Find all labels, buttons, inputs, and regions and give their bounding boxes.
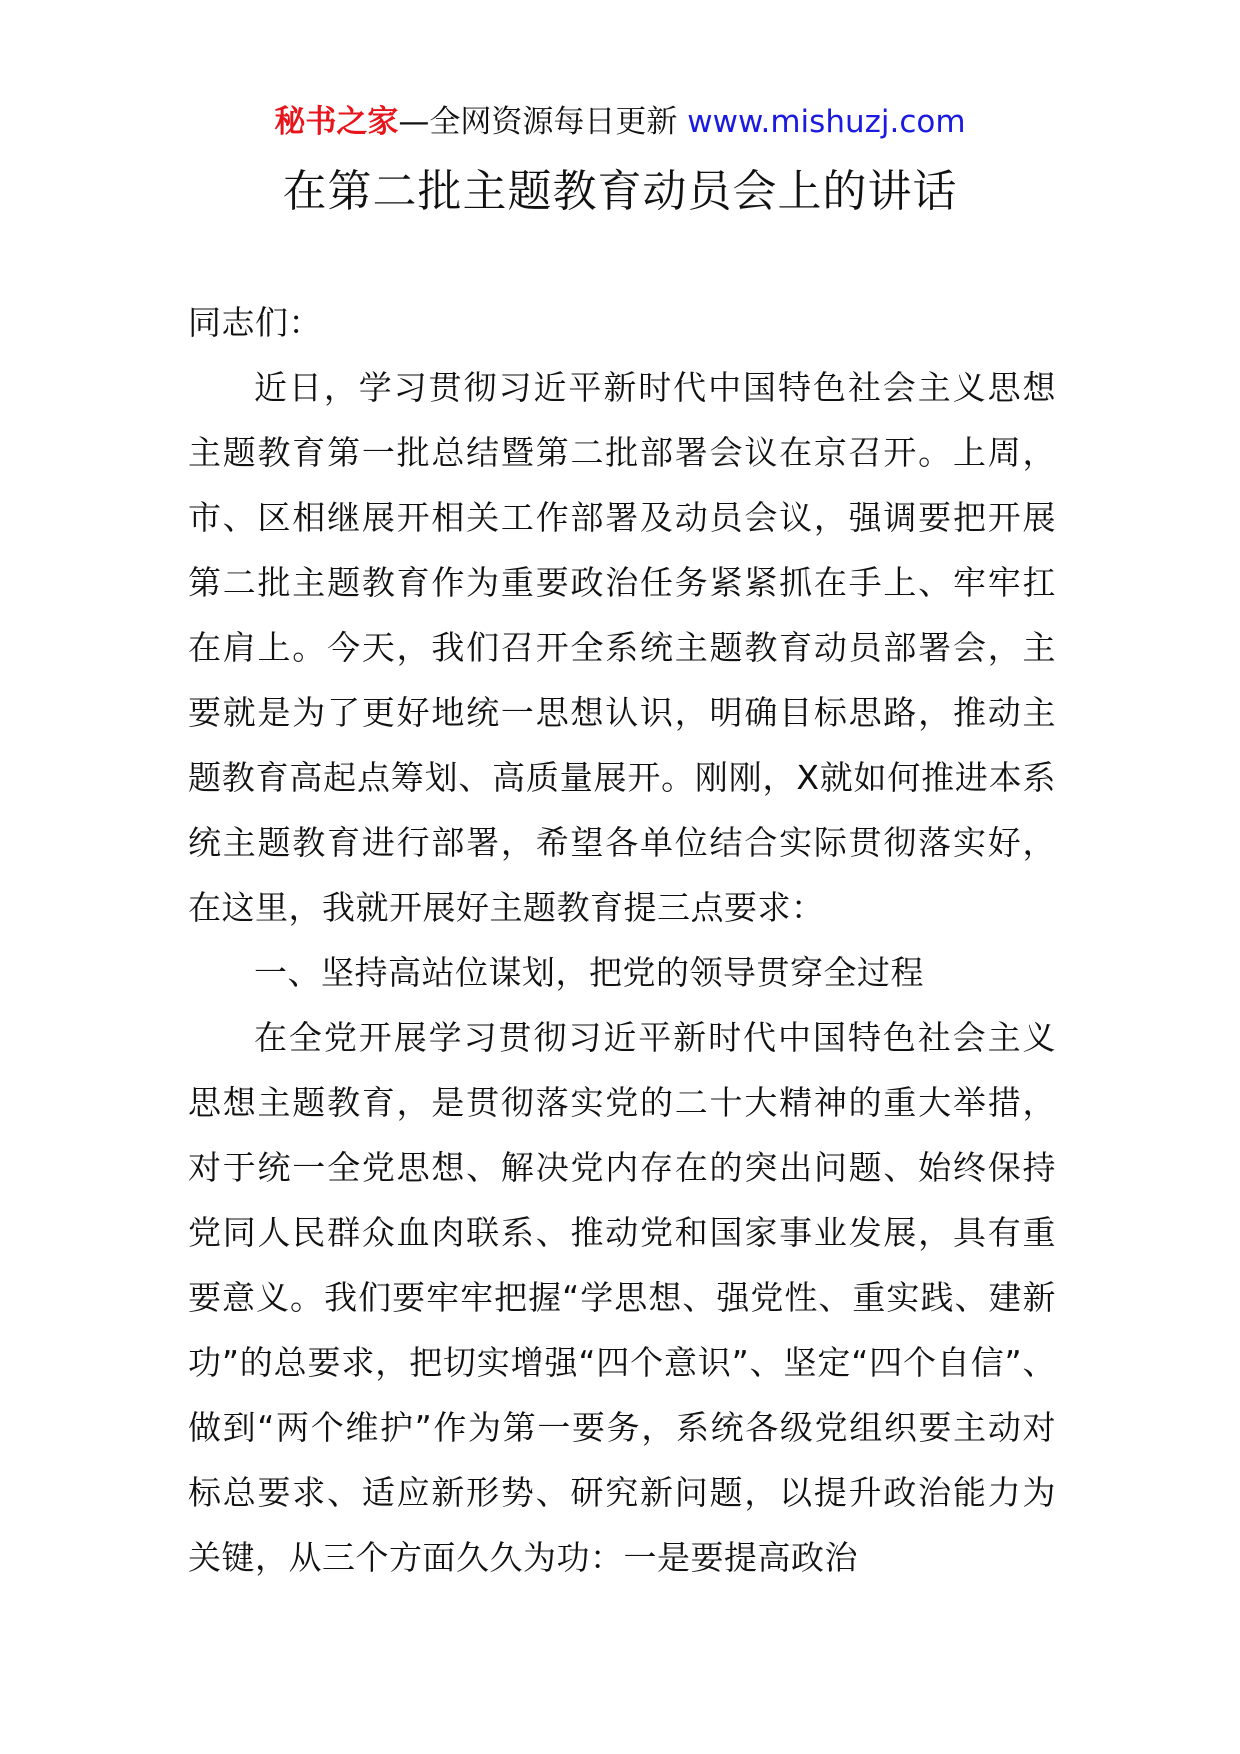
site-header bbox=[0, 100, 1240, 144]
salutation: 同志们： bbox=[188, 303, 322, 342]
document-title: 在第二批主题教育动员会上的讲话 bbox=[282, 166, 958, 217]
brand-name: 秘书之家 bbox=[274, 104, 399, 140]
site-url: www.mishuzj.com bbox=[687, 104, 966, 140]
paragraph-section-1: 在全党开展学习贯彻习近平新时代中国特色社会主义思想主题教育，是贯彻落实党的二十大精神的重大举措，对于统一全党思想、解决党内存在的突出问题、始终保持党同人民群众血肉联系、推动党和国家事业发展，具有重要意义。我们要牢牢把握“学思想、强党性、重实践、建新功”的总要求，把切实增强“四个意识”、坚定“四个自信”、做到“两个维护”作为第一要务，系统各级党组织要主动对标总要求、适应新形势、研究新问题，以提升政治能力为关键，从三个方面久久为功：一是要提高政治 bbox=[188, 1018, 1056, 1577]
header-tagline: —全网资源每日更新 bbox=[398, 104, 688, 140]
section-heading-1: 一、坚持高站位谋划，把党的领导贯穿全过程 bbox=[254, 953, 924, 992]
document-body bbox=[188, 290, 1056, 1590]
paragraph-intro: 近日，学习贯彻习近平新时代中国特色社会主义思想主题教育第一批总结暨第二批部署会议在京召开。上周，市、区相继展开相关工作部署及动员会议，强调要把开展第二批主题教育作为重要政治任务紧紧抓在手上、牢牢扛在肩上。今天，我们召开全系统主题教育动员部署会，主要就是为了更好地统一思想认识，明确目标思路，推动主题教育高起点筹划、高质量展开。刚刚，X就如何推进本系统主题教育进行部署，希望各单位结合实际贯彻落实好，在这里，我就开展好主题教育提三点要求： bbox=[188, 368, 1056, 927]
